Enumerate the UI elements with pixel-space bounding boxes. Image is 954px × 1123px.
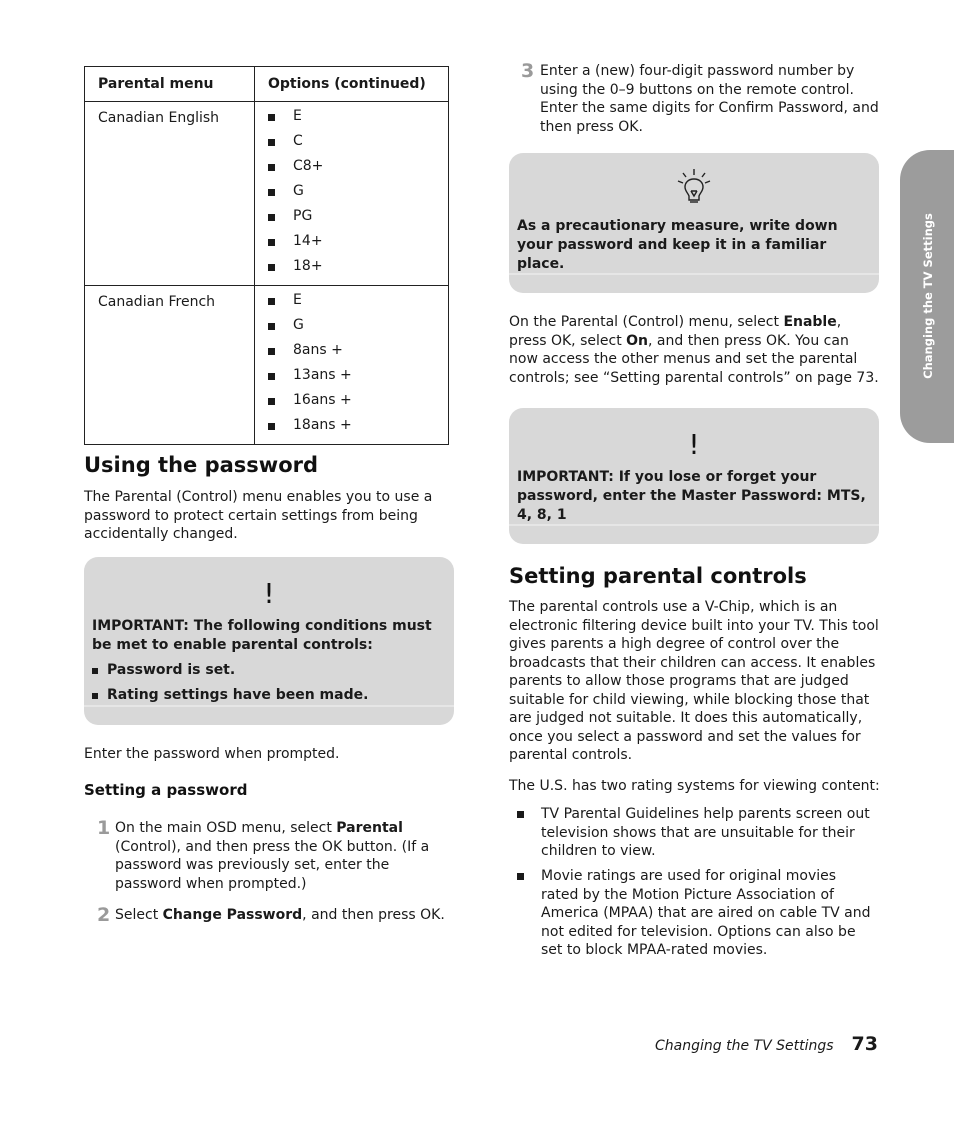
bullet-square-icon [268, 139, 275, 146]
bullet-square-icon [268, 214, 275, 221]
lightbulb-icon-svg [674, 167, 714, 205]
important-item-label: Rating settings have been made. [107, 687, 369, 703]
step-2 [84, 906, 450, 925]
note-divider [84, 705, 454, 707]
tip-note [509, 153, 879, 293]
option-label: G [293, 317, 304, 334]
bullet-square-icon [92, 693, 98, 699]
option-item [268, 413, 448, 438]
bullet-square-icon [268, 114, 275, 121]
important-text: IMPORTANT: If you lose or forget your password, enter the Master Password: MTS, 4, 8, 1 [517, 469, 866, 523]
option-item [268, 179, 448, 204]
bullet-square-icon [268, 164, 275, 171]
page-number: 73 [851, 1033, 878, 1055]
bullet-square-icon [268, 239, 275, 246]
option-item [268, 229, 448, 254]
setting-controls-paragraph: The parental controls use a V-Chip, which is an electronic filtering device built into your TV. This tool gives parents a high degree of control over the broadcasts that their children can access. It enables parents to allow those programs that are judged suitable for child viewing, while blocking those that are judged not suitable. It does this automatically, once you select a password and set the values for parental controls. [509, 599, 879, 763]
option-item [268, 129, 448, 154]
step-3 [509, 62, 881, 136]
important-note-conditions [84, 557, 454, 725]
bullet-square-icon [268, 189, 275, 196]
table-row [85, 102, 449, 286]
section-heading-setting-controls: Setting parental controls [509, 564, 807, 588]
enable-paragraph [509, 313, 881, 387]
bullet-square-icon [268, 398, 275, 405]
bullet-square-icon [517, 811, 524, 818]
option-label: C8+ [293, 158, 324, 175]
important-list-item [92, 686, 446, 705]
list-item [509, 867, 881, 960]
chapter-side-tab-label: Changing the TV Settings [920, 213, 935, 379]
option-label: 13ans + [293, 367, 352, 384]
option-label: 18ans + [293, 417, 352, 434]
bullet-square-icon [268, 373, 275, 380]
important-item-label: Password is set. [107, 662, 236, 678]
enable-text-part: On the Parental (Control) menu, select [509, 314, 784, 330]
option-label: E [293, 292, 302, 309]
option-item [268, 288, 448, 313]
table-cell-options [255, 102, 449, 286]
exclamation-icon: ! [263, 577, 275, 610]
page-footer [655, 1035, 878, 1056]
step-text-part: Select [115, 907, 163, 923]
bullet-square-icon [268, 423, 275, 430]
option-label: G [293, 183, 304, 200]
enable-text-bold: Enable [783, 314, 837, 330]
bullet-square-icon [268, 348, 275, 355]
using-password-intro: The Parental (Control) menu enables you to use a password to protect certain settings from being accidentally changed. [84, 489, 433, 542]
table-cell-options [255, 286, 449, 445]
list-item-text: Movie ratings are used for original movies rated by the Motion Picture Association of America (MPAA) that are aired on cable TV and not edited for television. Options can also be set to block MPAA-rated movies. [541, 868, 871, 958]
important-note-master-password [509, 408, 879, 544]
step-text-part: , and then press OK. [302, 907, 445, 923]
option-item [268, 204, 448, 229]
bullet-square-icon [268, 298, 275, 305]
option-label: C [293, 133, 303, 150]
option-label: E [293, 108, 302, 125]
option-item [268, 363, 448, 388]
option-label: PG [293, 208, 313, 225]
option-label: 8ans + [293, 342, 343, 359]
option-item [268, 313, 448, 338]
parental-menu-table [84, 66, 449, 445]
option-label: 18+ [293, 258, 323, 275]
list-item [509, 805, 881, 861]
tip-text: As a precautionary measure, write down your password and keep it in a familiar place. [517, 218, 838, 272]
option-item [268, 254, 448, 279]
lightbulb-icon [517, 167, 871, 205]
option-item [268, 104, 448, 129]
step-number: 1 [97, 817, 111, 839]
bullet-square-icon [268, 323, 275, 330]
footer-section-title: Changing the TV Settings [655, 1038, 834, 1054]
step-text-part: On the main OSD menu, select [115, 820, 337, 836]
bullet-square-icon [268, 264, 275, 271]
enter-password-text: Enter the password when prompted. [84, 746, 340, 762]
rating-systems-intro: The U.S. has two rating systems for viewing content: [509, 778, 880, 794]
option-item [268, 154, 448, 179]
important-text: IMPORTANT: The following conditions must be met to enable parental controls: [92, 618, 432, 653]
step-1 [84, 819, 450, 893]
bullet-square-icon [517, 873, 524, 880]
list-item-text: TV Parental Guidelines help parents screen out television shows that are unsuitable for their children to view. [541, 806, 870, 859]
note-divider [509, 273, 879, 275]
note-divider [509, 524, 879, 526]
enable-text-part: , press OK, select [509, 314, 842, 349]
subheading-setting-password: Setting a password [84, 781, 248, 799]
section-heading-using-password: Using the password [84, 453, 319, 477]
option-item [268, 338, 448, 363]
important-list-item [92, 661, 446, 680]
step-text-bold: Change Password [162, 907, 303, 923]
table-header-options: Options (continued) [255, 67, 449, 102]
table-cell-menu: Canadian English [85, 102, 255, 286]
step-number: 3 [521, 60, 535, 82]
table-row [85, 286, 449, 445]
step-text [115, 819, 450, 893]
option-item [268, 388, 448, 413]
table-header-menu: Parental menu [85, 67, 255, 102]
option-label: 14+ [293, 233, 323, 250]
step-text-bold: Parental [336, 820, 403, 836]
step-text [115, 906, 450, 925]
enable-text-part: , and then press OK. You can now access the other menus and set the parental controls; see “Setting parental controls” on page 73. [509, 332, 879, 386]
step-number: 2 [97, 904, 111, 926]
step-text: Enter a (new) four-digit password number by using the 0–9 buttons on the remote control. Enter the same digits for Confirm Password, and then press OK. [540, 63, 879, 135]
step-text-part: (Control), and then press the OK button. (If a password was previously set, enter the password when prompted.) [115, 838, 430, 892]
enable-text-bold: On [626, 332, 649, 349]
bullet-square-icon [92, 668, 98, 674]
table-cell-menu: Canadian French [85, 286, 255, 445]
exclamation-icon: ! [688, 428, 700, 461]
option-label: 16ans + [293, 392, 352, 409]
